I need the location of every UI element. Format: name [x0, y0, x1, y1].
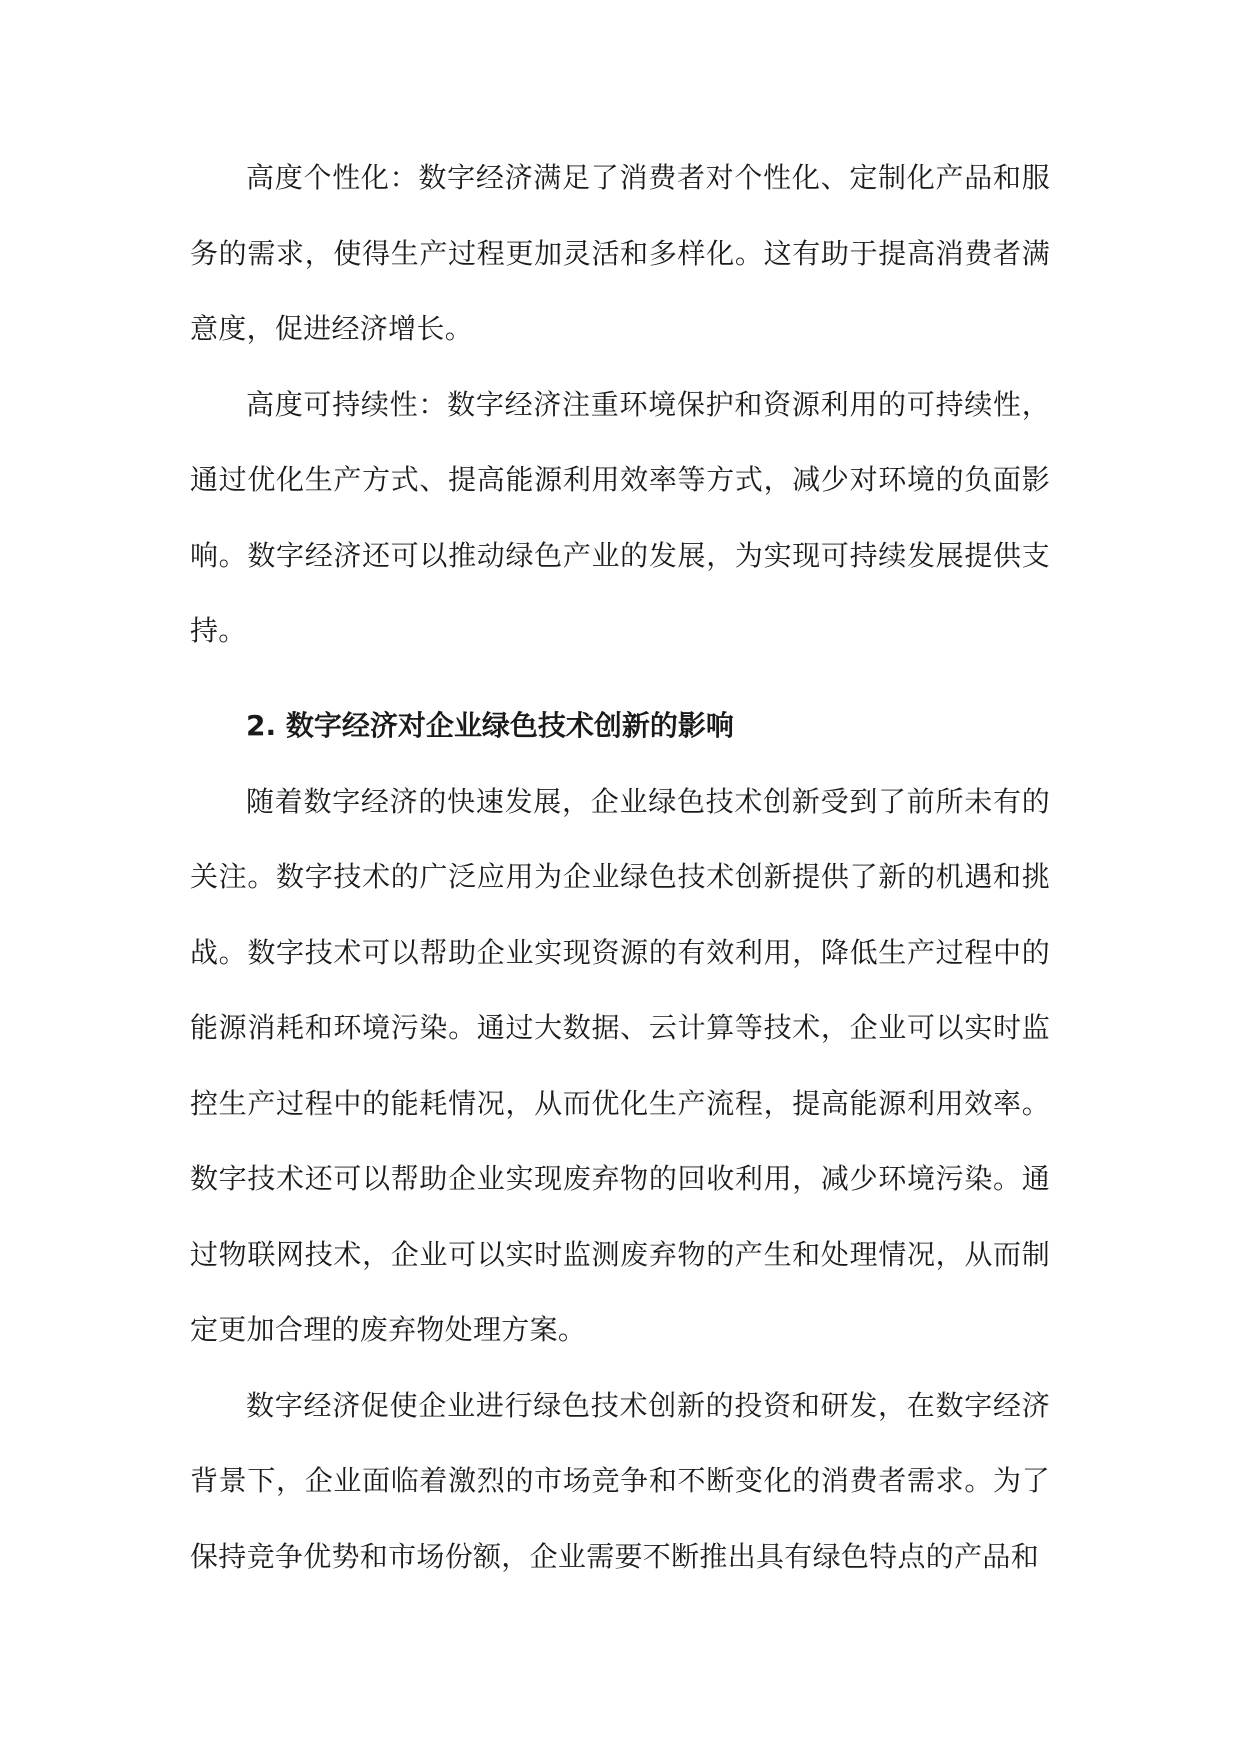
paragraph-sustainability: 高度可持续性：数字经济注重环境保护和资源利用的可持续性，通过优化生产方式、提高能源利用效率等方式，减少对环境的负面影响。数字经济还可以推动绿色产业的发展，为实现可持续发展提供支持。 [190, 387, 1050, 647]
paragraph-green-innovation: 随着数字经济的快速发展，企业绿色技术创新受到了前所未有的关注。数字技术的广泛应用为企业绿色技术创新提供了新的机遇和挑战。数字技术可以帮助企业实现资源的有效利用，降低生产过程中的能源消耗和环境污染。通过大数据、云计算等技术，企业可以实时监控生产过程中的能耗情况，从而优化生产流程，提高能源利用效率。数字技术还可以帮助企业实现废弃物的回收利用，减少环境污染。通过物联网技术，企业可以实时监测废弃物的产生和处理情况，从而制定更加合理的废弃物处理方案。 [190, 784, 1050, 1346]
paragraph-investment-rd: 数字经济促使企业进行绿色技术创新的投资和研发，在数字经济背景下，企业面临着激烈的市场竞争和不断变化的消费者需求。为了保持竞争优势和市场份额，企业需要不断推出具有绿色特点的产品和 [190, 1388, 1050, 1573]
document-page [190, 140, 1050, 1594]
paragraph-personalization: 高度个性化：数字经济满足了消费者对个性化、定制化产品和服务的需求，使得生产过程更加灵活和多样化。这有助于提高消费者满意度，促进经济增长。 [190, 161, 1050, 345]
section-heading: 2. 数字经济对企业绿色技术创新的影响 [246, 708, 734, 742]
